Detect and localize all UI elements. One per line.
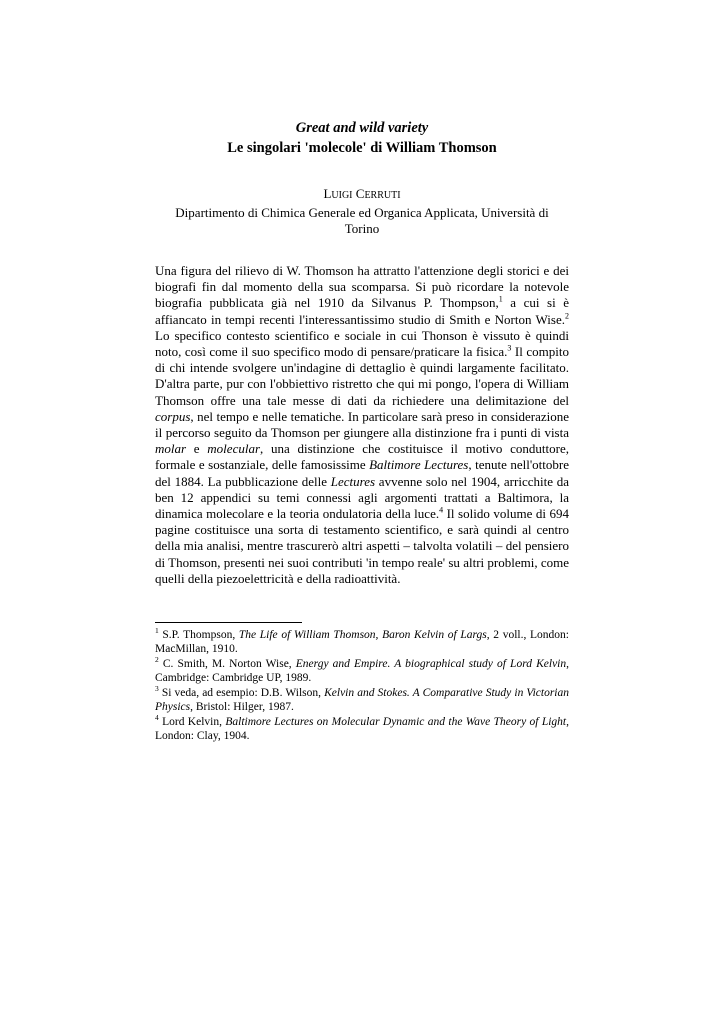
- paper-subtitle: Great and wild variety: [295, 120, 429, 136]
- footnote-4: $^4$ Lord Kelvin, Baltimore Lectures on Molecular Dynamic and the Wave Theory of Light, London: Clay, 1904.: [155, 712, 569, 742]
- author-block: [0, 186, 724, 238]
- body-paragraph: Una figura del rilievo di W. Thomson ha attratto l'attenzione degli storici e dei biografi fin dal momento della sua scomparsa. Si può ricordare la notevole biografia pubblicata già nel 1910 da Silvanus P. Thompson,$^1$ a cui si è affiancato in tempi recenti l'interessantissimo studio di Smith e Norton Wise.$^2$ Lo specifico contesto scientifico e sociale in cui Thonson è vissuto è quindi noto, così come il suo specifico modo di pensare/praticare la fisica.$^3$ Il compito di chi intende svolgere un'indagine di dettaglio è quindi largamente facilitato. D'altra parte, pur con l'obbiettivo ristretto che qui mi pongo, l'opera di William Thomson offre una tale messe di dati da richiedere una delimitazione del corpus, nel tempo e nelle tematiche. In particolare sarà preso in considerazione il percorso seguito da Thomson per giungere alla distinzione fra i punti di vista molar e molecular, una distinzione che costituisce il motivo conduttore, formale e sostanziale, delle famosissime Baltimore Lectures, tenute nell'ottobre del 1884. La pubblicazione delle Lectures avvenne solo nel 1904, arricchite da ben 12 appendici su temi connessi agli argomenti trattati a Baltimora, la dinamica molecolare e la teoria ondulatoria della luce.$^4$ Il solido volume di 694 pagine costituisce una sorta di testamento scientifico, e sarà quindi al centro della mia analisi, mentre trascurerò altri aspetti – talvolta volatili – del pensiero di Thomson, presenti nei suoi contributi 'in tempo reale' su altri problemi, come quelli della piezoelettricità e della radioattività.: [155, 263, 569, 586]
- footnotes: [155, 628, 569, 744]
- title-block: [0, 118, 724, 158]
- footnote-ref-3[interactable]: 3: [507, 343, 512, 353]
- footnote-separator: [155, 622, 302, 623]
- footnote-ref-2[interactable]: 2: [565, 311, 569, 321]
- footnote-ref-4[interactable]: 4: [439, 505, 444, 515]
- footnote-3: $^3$ Si veda, ad esempio: D.B. Wilson, Kelvin and Stokes. A Comparative Study in Victorian Physics, Bristol: Hilger, 1987.: [155, 683, 569, 714]
- footnote-1: $^1$ S.P. Thompson, The Life of William Thomson, Baron Kelvin of Largs, 2 voll., London: MacMillan, 1910.: [155, 626, 569, 656]
- footnote-2: $^2$ C. Smith, M. Norton Wise, Energy and Empire. A biographical study of Lord Kelvin, Cambridge: Cambridge UP, 1989.: [155, 655, 570, 685]
- author-name: LUIGI CERRUTI: [323, 186, 401, 201]
- paper-title: Le singolari 'molecole' di William Thomson: [227, 140, 497, 156]
- footnote-ref-1[interactable]: 1: [498, 295, 503, 305]
- author-affiliation: Dipartimento di Chimica Generale ed Organica Applicata, Università di Torino: [175, 204, 549, 236]
